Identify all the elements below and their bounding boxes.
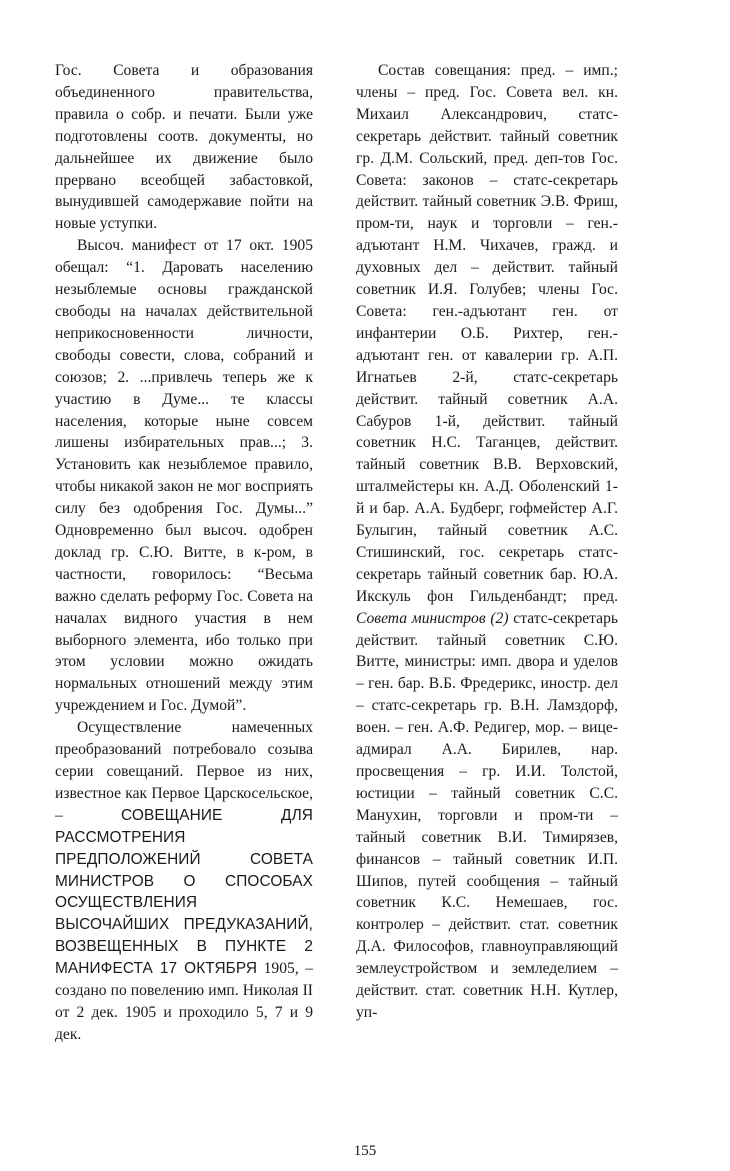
meeting-intro-text: Осуществление намеченных преобразований потребовало созыва серии совещаний. Первое из них, известное как Первое Царскосельское, – bbox=[55, 719, 313, 824]
meeting-title-caps: СОВЕЩАНИЕ ДЛЯ РАССМОТРЕНИЯ ПРЕДПОЛОЖЕНИЙ СОВЕТА МИНИСТРОВ О СПОСОБАХ ОСУЩЕСТВЛЕНИЯ ВЫСОЧАЙШИХ ПРЕДУКАЗАНИЙ, ВОЗВЕЩЕННЫХ В ПУНКТЕ 2 МАНИФЕСТА 17 ОКТЯБРЯ bbox=[55, 806, 313, 978]
paragraph-continuation: Гос. Совета и образования объединенного правительства, правила о собр. и печати. Были уже подготовлены соотв. документы, но дальнейшее их движение было прервано всеобщей забастовкой, вынудившей самодержавие пойти на новые уступки. bbox=[55, 62, 313, 233]
paragraph-composition bbox=[356, 60, 618, 1024]
council-of-ministers-reference: Совета министров (2) bbox=[356, 609, 509, 627]
left-column bbox=[55, 60, 313, 1046]
paragraph-meeting bbox=[55, 717, 313, 1046]
composition-text-2: статс-секретарь действит. тайный советник С.Ю. Витте, министры: имп. двора и уделов – ген. бар. В.Б. Фредерикс, иностр. дел – статс-секретарь гр. В.Н. Ламздорф, воен. – ген. А.Ф. Редигер, мор. – вице-адмирал А.А. Бирилев, нар. просвещения – гр. И.И. Толстой, юстиции – тайный советник С.С. Манухин, торговли и пром-ти – тайный советник В.И. Тимирязев, финансов – тайный советник И.П. Шипов, путей сообщения – тайный советник К.С. Немешаев, гос. контролер – действит. стат. советник Д.А. Философов, главноуправляющий землеустройством и земледелием – действит. стат. советник Н.Н. Кутлер, уп- bbox=[356, 609, 619, 1021]
page-number: 155 bbox=[353, 1143, 377, 1159]
composition-text-1: Состав совещания: пред. – имп.; члены – пред. Гос. Совета вел. кн. Михаил Александрович, статс-секретарь действит. тайный советник гр. Д.М. Сольский, пред. деп-тов Гос. Совета: законов – статс-секретарь действит. тайный советник Э.В. Фриш, пром-ти, наук и торговли – ген.-адъютант Н.М. Чихачев, гражд. и духовных дел – действит. тайный советник И.Я. Голубев; члены Гос. Совета: ген.-адъютант ген. от инфантерии О.Б. Рихтер, ген.-адъютант ген. от кавалерии гр. А.П. Игнатьев 2-й, статс-секретарь действит. тайный советник А.А. Сабуров 1-й, действит. тайный советник Н.С. Таганцев, действит. тайный советник В.В. Верховский, шталмейстеры кн. А.Д. Оболенский 1-й и бар. А.А. Будберг, гофмейстер А.Г. Булыгин, тайный советник А.С. Стишинский, гос. секретарь статс-секретарь тайный советник бар. Ю.А. Икскуль фон Гильденбандт; пред. bbox=[356, 62, 618, 605]
meeting-end-text: 1905, – создано по повелению имп. Николая II от 2 дек. 1905 и проходило 5, 7 и 9 дек. bbox=[55, 960, 314, 1043]
paragraph-manifesto: Высоч. манифест от 17 окт. 1905 обещал: “1. Даровать населению незыблемые основы гражданской свободы на началах действительной неприкосновенности личности, свободы совести, слова, собраний и союзов; 2. ...привлечь теперь же к участию в Думе... те классы населения, которые ныне совсем лишены избирательных прав...; 3. Установить как незыблемое правило, чтобы никакой закон не мог восприять силу без одобрения Гос. Думы...” Одновременно был высоч. одобрен доклад гр. С.Ю. Витте, в к-ром, в частности, говорилось: “Весьма важно сделать реформу Гос. Совета на началах видного участия в нем выборного элемента, ибо только при этом условии можно ожидать нормальных отношений между этим учреждением и Гос. Думой”. bbox=[55, 237, 313, 715]
right-column bbox=[356, 60, 618, 1024]
